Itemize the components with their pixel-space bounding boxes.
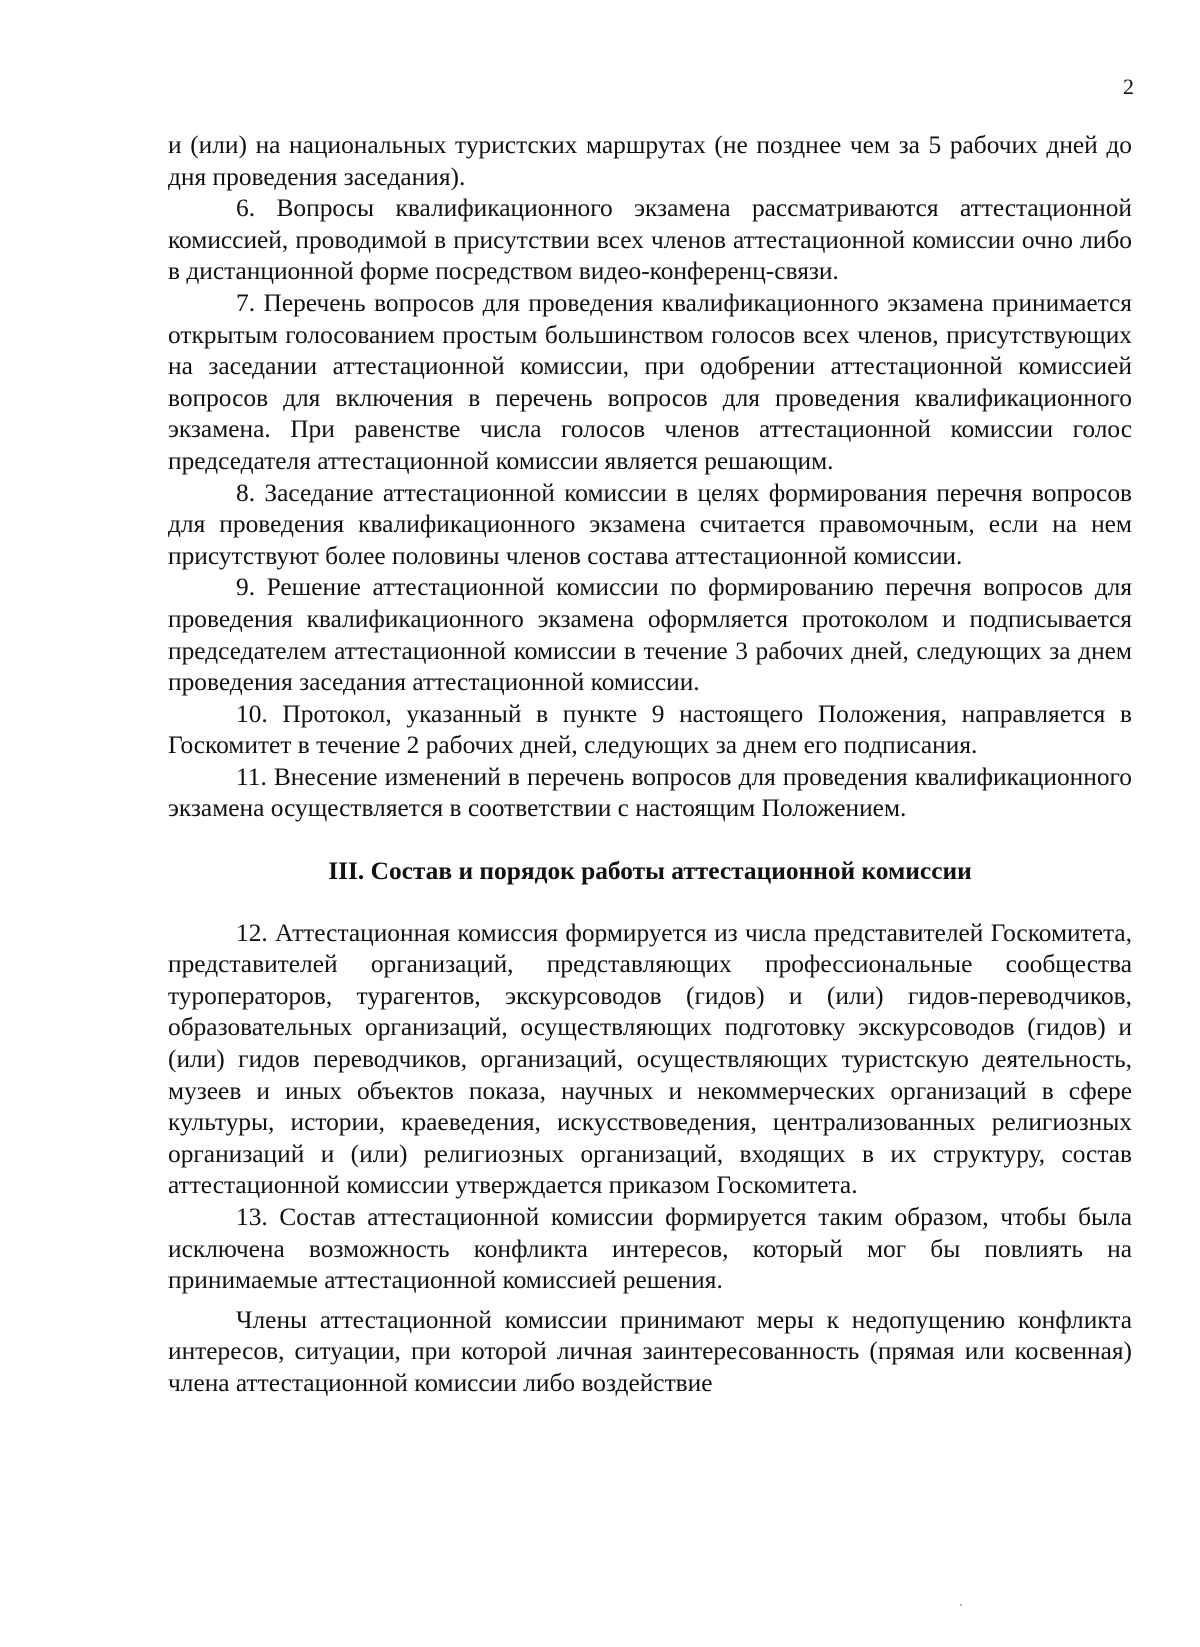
page-number: 2 (1123, 74, 1134, 99)
document-body (168, 130, 1132, 1400)
scan-speck (960, 1604, 962, 1606)
paragraph-item-13: 13. Состав аттестационной комиссии формируется таким образом, чтобы была исключена возможность конфликта интересов, который мог бы повлиять на принимаемые аттестационной комиссией решения. (168, 1203, 1132, 1295)
paragraph-continuation: и (или) на национальных туристских маршрутах (не позднее чем за 5 рабочих дней до дня проведения заседания). (168, 131, 1132, 191)
paragraph-item-8: 8. Заседание аттестационной комиссии в целях формирования перечня вопросов для проведения квалификационного экзамена считается правомочным, если на нем присутствуют более половины членов состава аттестационной комиссии. (168, 478, 1132, 570)
paragraph-item-10: 10. Протокол, указанный в пункте 9 настоящего Положения, направляется в Госкомитет в течение 2 рабочих дней, следующих за днем его подписания. (168, 699, 1132, 760)
paragraph-item-11: 11. Внесение изменений в перечень вопросов для проведения квалификационного экзамена осуществляется в соответствии с настоящим Положением. (168, 762, 1132, 823)
section-heading: III. Состав и порядок работы аттестационной комиссии (328, 857, 972, 886)
paragraph-item-7: 7. Перечень вопросов для проведения квалификационного экзамена принимается открытым голосованием простым большинством голосов всех членов, присутствующих на заседании аттестационной комиссии, при одобрении аттестационной комиссией вопросов для включения в перечень вопросов для проведения квалификационного экзамена. При равенстве числа голосов членов аттестационной комиссии голос председателя аттестационной комиссии является решающим. (168, 288, 1132, 475)
paragraph-item-12: 12. Аттестационная комиссия формируется из числа представителей Госкомитета, представителей организаций, представляющих профессиональные сообщества туроператоров, турагентов, экскурсоводов (гидов) и (или) гидов-переводчиков, образовательных организаций, осуществляющих подготовку экскурсоводов (гидов) и (или) гидов переводчиков, организаций, осуществляющих туристскую деятельность, музеев и иных объектов показа, научных и некоммерческих организаций в сфере культуры, истории, краеведения, искусствоведения, централизованных религиозных организаций и (или) религиозных организаций, входящих в их структуру, состав аттестационной комиссии утверждается приказом Госкомитета. (168, 918, 1132, 1200)
paragraph-members: Члены аттестационной комиссии принимают меры к недопущению конфликта интересов, ситуации, при которой личная заинтересованность (прямая или косвенная) члена аттестационной комиссии либо воздействие (168, 1305, 1132, 1397)
paragraph-item-6: 6. Вопросы квалификационного экзамена рассматриваются аттестационной комиссией, проводимой в присутствии всех членов аттестационной комиссии очно либо в дистанционной форме посредством видео-конференц-связи. (168, 194, 1132, 286)
paragraph-item-9: 9. Решение аттестационной комиссии по формированию перечня вопросов для проведения квалификационного экзамена оформляется протоколом и подписывается председателем аттестационной комиссии в течение 3 рабочих дней, следующих за днем проведения заседания аттестационной комиссии. (168, 573, 1132, 697)
